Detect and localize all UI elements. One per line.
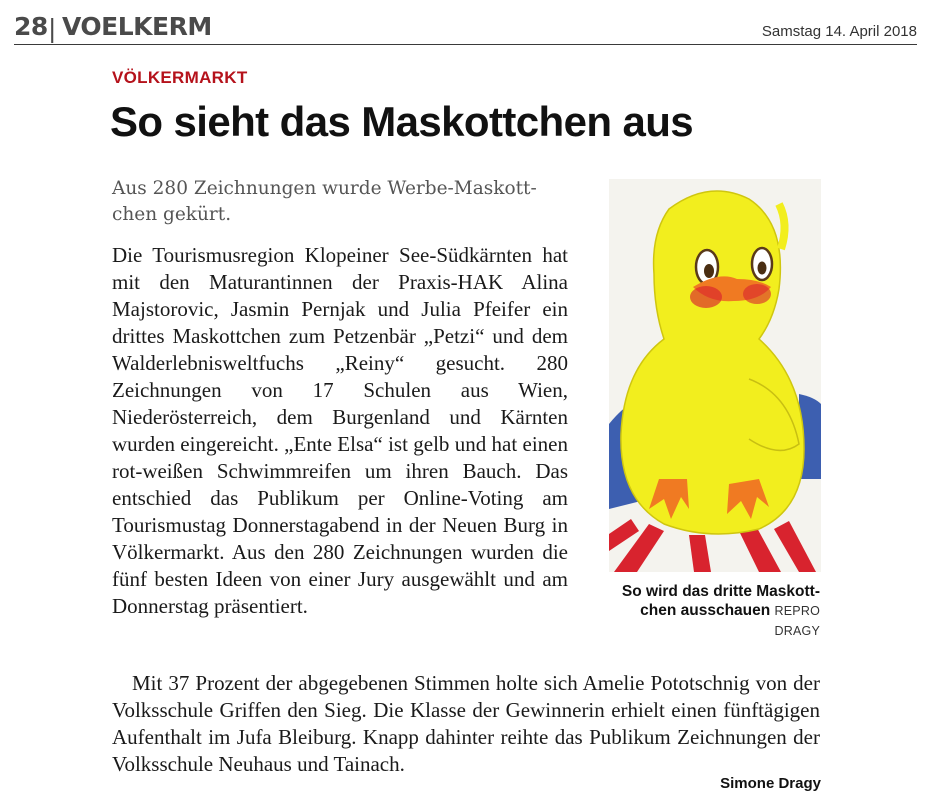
- caption-text: So wird das dritte Maskott-chen ausschauen: [621, 583, 820, 619]
- article-body-column: Die Tourismusregion Klopeiner See-Südkärnten hat mit den Maturantinnen der Praxis-HAK Alina Majstorovic, Jasmin Pernjak und Julia Pfeifer ein drittes Maskottchen zum Petzenbär „Petzi“ und dem Walderlebnisweltfuchs „Reiny“ gesucht. 280 Zeichnungen von 17 Schulen aus Wien, Niederösterreich, dem Burgenland und Kärnten wurden eingereicht. „Ente Elsa“ ist gelb und hat einen rot-weißen Schwimmreifen um ihren Bauch. Das entschied das Publikum per Online-Voting am Tourismustag Donnerstagabend in der Neuen Burg in Völkermarkt. Aus den 280 Zeichnungen wurden die fünf besten Ideen von einer Jury ausgewählt und am Donnerstag präsentiert.: [112, 243, 568, 618]
- article-author: Simone Dragy: [720, 775, 821, 792]
- masthead-divider: |: [48, 14, 57, 43]
- masthead: [14, 12, 917, 45]
- photo-caption: [596, 582, 820, 641]
- article-headline: So sieht das Maskottchen aus: [110, 98, 694, 145]
- mascot-photo: [609, 179, 821, 572]
- issue-date: Samstag 14. April 2018: [761, 23, 917, 40]
- photo-credit: REPRO DRAGY: [774, 604, 820, 638]
- article-kicker: VÖLKERMARKT: [112, 68, 248, 87]
- section-name: VOELKERM: [62, 12, 212, 41]
- duck-drawing: [609, 179, 821, 572]
- page-number: 28: [14, 12, 48, 41]
- article-lead: Aus 280 Zeichnungen wurde Werbe-Maskott-chen gekürt.: [112, 178, 537, 225]
- article-body-continued: Mit 37 Prozent der abgegebenen Stimmen holte sich Amelie Pototschnig von der Volksschule Griffen den Sieg. Die Klasse der Gewinnerin erhielt einen fünftägigen Aufenthalt im Jufa Bleiburg. Knapp dahinter reihte das Publikum Zeichnungen der Volksschule Neuhaus und Tainach.: [112, 671, 820, 776]
